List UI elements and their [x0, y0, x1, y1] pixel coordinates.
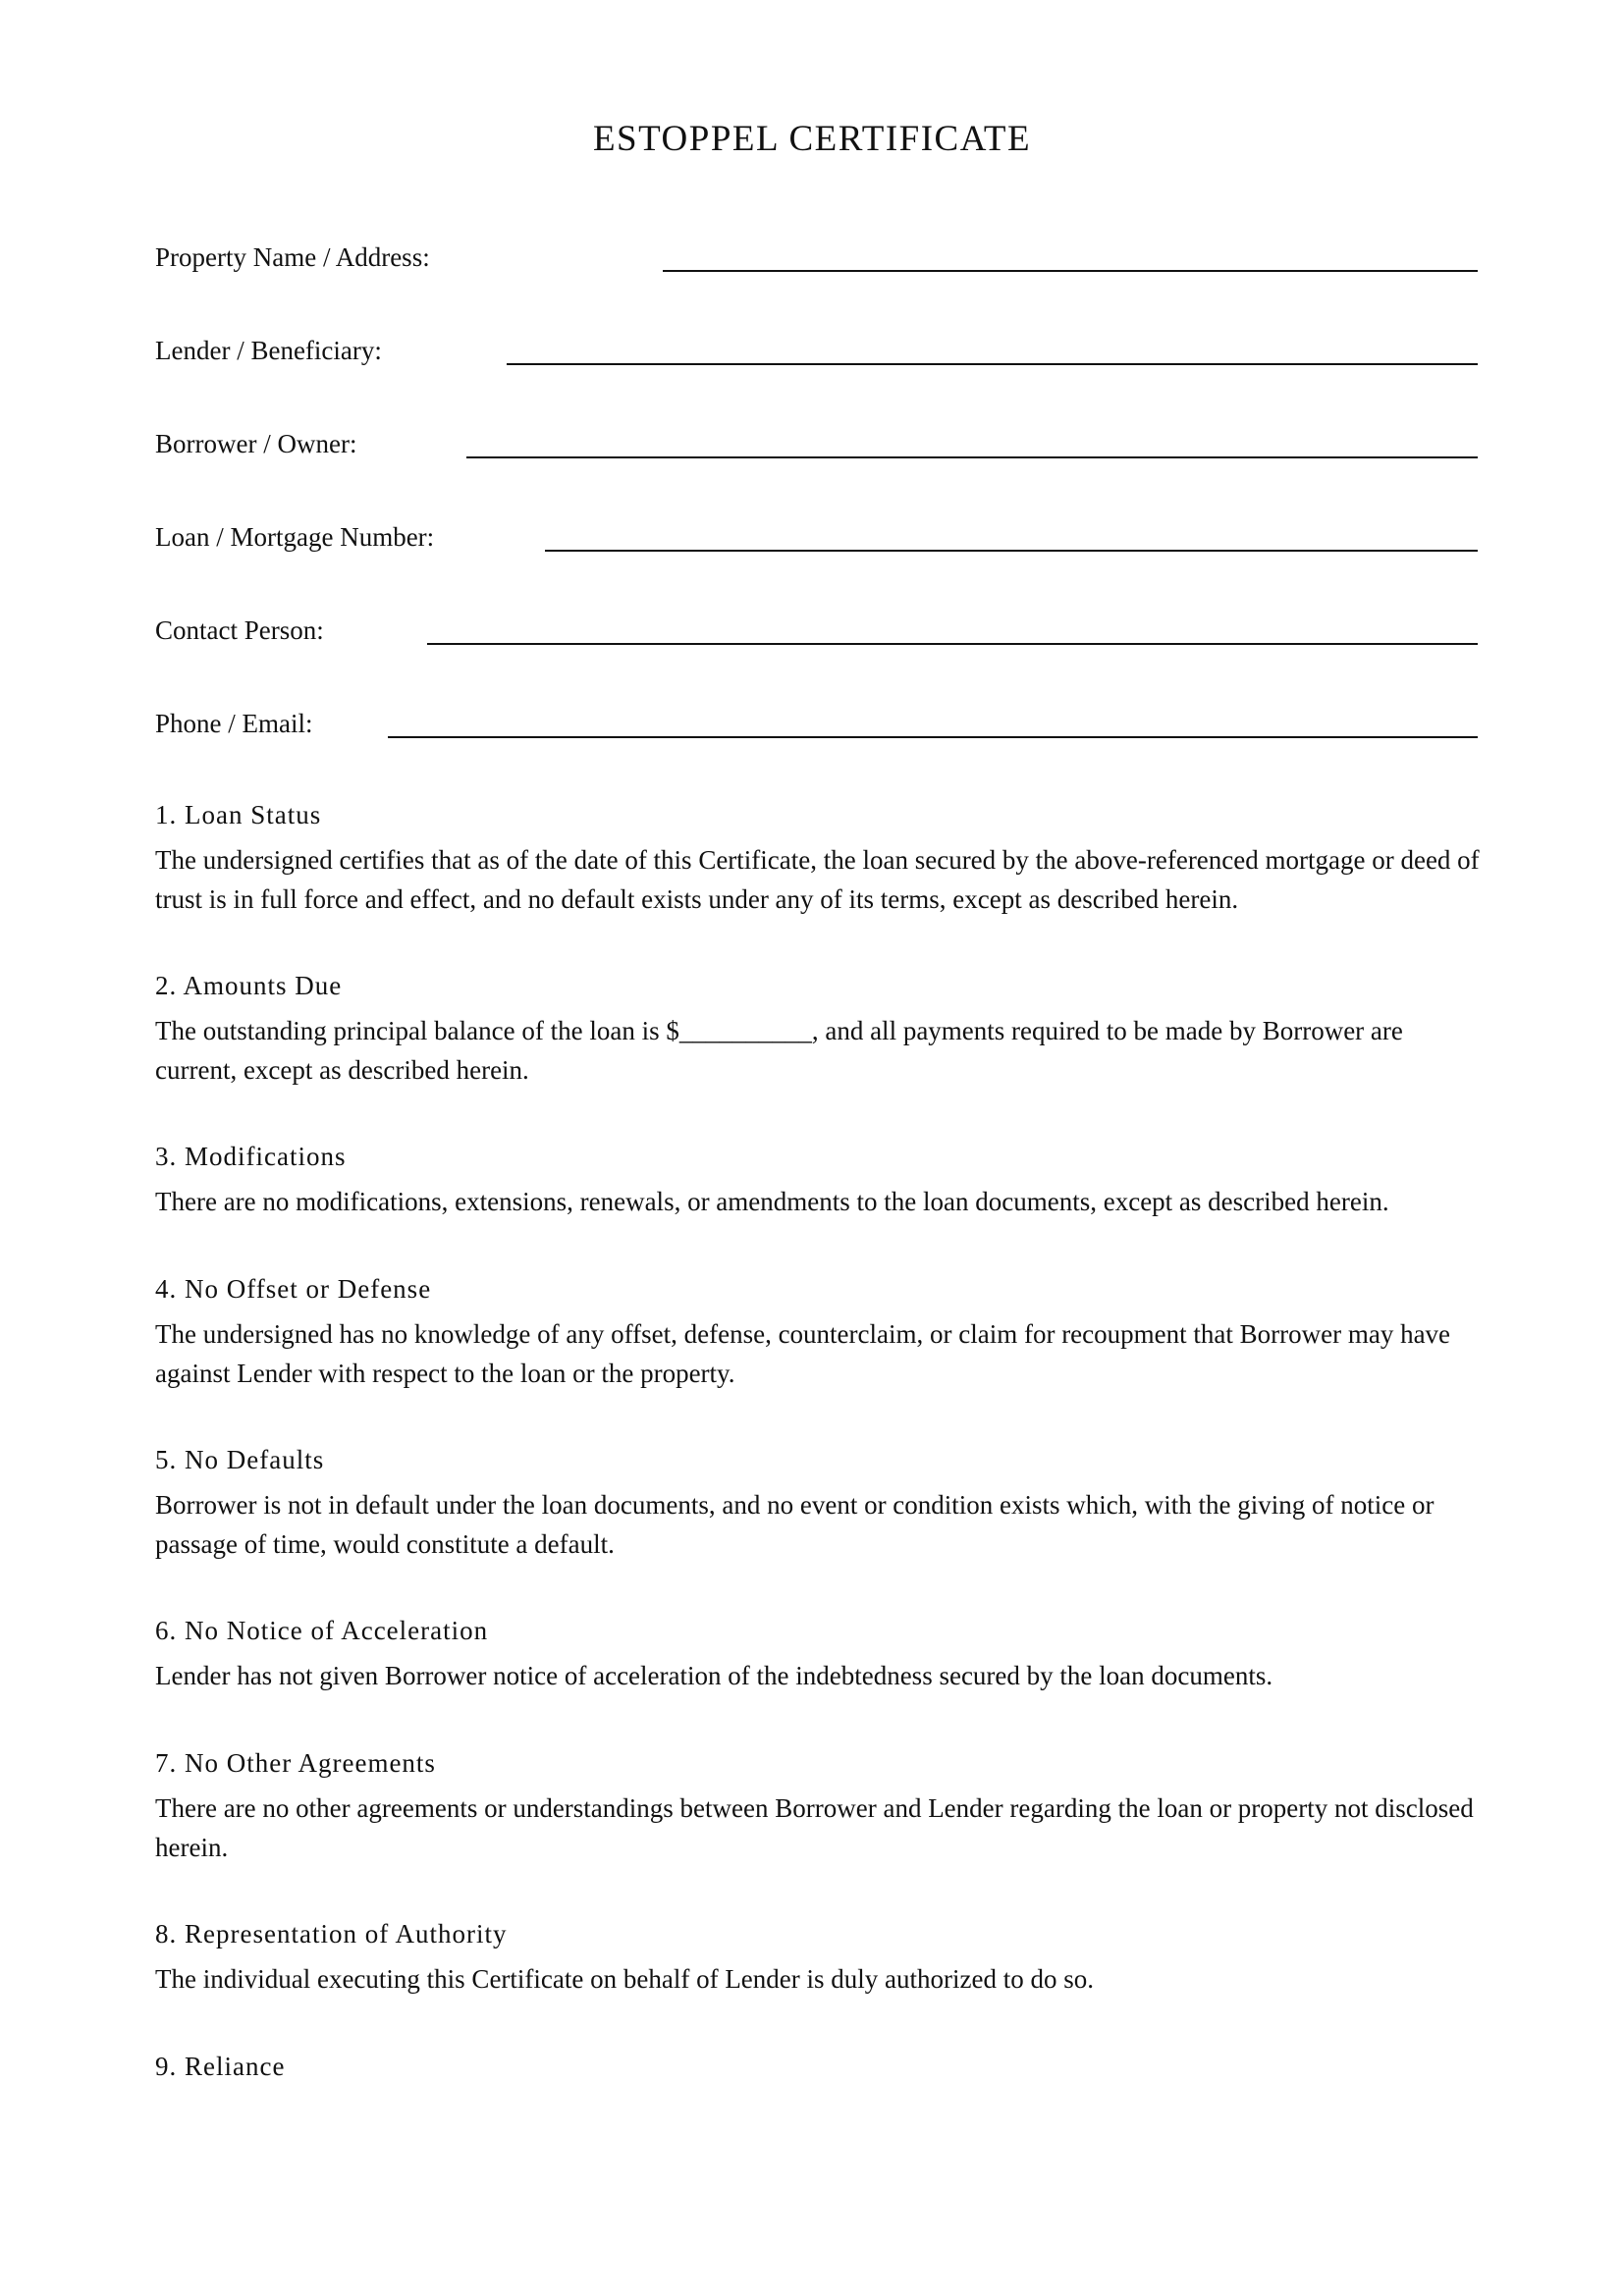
field-label-loan-number: Loan / Mortgage Number: — [155, 522, 435, 552]
page-title: ESTOPPEL CERTIFICATE — [592, 119, 1032, 159]
section-title-reliance: 9. Reliance — [155, 2052, 286, 2081]
section-body-no-defaults: Borrower is not in default under the loan documents, and no event or condition exists which, with the giving of notice or passage of time, would constitute a default. — [155, 1490, 1435, 1559]
section-title-no-defaults: 5. No Defaults — [155, 1445, 325, 1474]
phone-email-blank-line[interactable] — [388, 736, 1478, 738]
field-property-address — [155, 240, 1478, 279]
borrower-owner-blank-line[interactable] — [466, 456, 1478, 458]
section-title-amounts-due: 2. Amounts Due — [155, 971, 343, 1000]
contact-person-blank-line[interactable] — [427, 643, 1478, 645]
property-address-blank-line[interactable] — [663, 270, 1478, 272]
field-lender-beneficiary — [155, 333, 1478, 372]
loan-number-blank-line[interactable] — [545, 550, 1478, 552]
field-contact-person — [155, 613, 1478, 652]
field-borrower-owner — [155, 426, 1478, 465]
section-body-representation-authority: The individual executing this Certificate on behalf of Lender is duly authorized to do so. — [155, 1964, 1094, 1994]
field-phone-email — [155, 706, 1478, 745]
section-body-no-other-agreements: There are no other agreements or understandings between Borrower and Lender regarding the loan or property not disclosed herein. — [155, 1793, 1474, 1862]
section-body-modifications: There are no modifications, extensions, renewals, or amendments to the loan documents, except as described herein. — [155, 1187, 1389, 1216]
section-body-amounts-due: The outstanding principal balance of the loan is $__________, and all payments required to be made by Borrower are current, except as described herein. — [155, 1016, 1403, 1085]
section-title-no-acceleration: 6. No Notice of Acceleration — [155, 1616, 489, 1645]
field-label-contact-person: Contact Person: — [155, 615, 324, 645]
section-body-loan-status: The undersigned certifies that as of the date of this Certificate, the loan secured by the above-referenced mortgage or deed of trust is in full force and effect, and no default exists under any of its terms, except as described herein. — [155, 845, 1480, 914]
section-title-modifications: 3. Modifications — [155, 1142, 347, 1171]
lender-beneficiary-blank-line[interactable] — [507, 363, 1478, 365]
section-body-no-acceleration: Lender has not given Borrower notice of acceleration of the indebtedness secured by the loan documents. — [155, 1661, 1273, 1690]
section-title-no-offset: 4. No Offset or Defense — [155, 1274, 432, 1304]
section-title-no-other-agreements: 7. No Other Agreements — [155, 1748, 436, 1778]
field-loan-number — [155, 519, 1478, 559]
section-body-no-offset: The undersigned has no knowledge of any offset, defense, counterclaim, or claim for recoupment that Borrower may have against Lender with respect to the loan or the property. — [155, 1319, 1451, 1388]
field-label-borrower-owner: Borrower / Owner: — [155, 429, 357, 458]
section-title-representation-authority: 8. Representation of Authority — [155, 1919, 508, 1949]
section-title-loan-status: 1. Loan Status — [155, 800, 322, 829]
field-label-lender-beneficiary: Lender / Beneficiary: — [155, 336, 382, 365]
field-label-property-address: Property Name / Address: — [155, 242, 430, 272]
field-label-phone-email: Phone / Email: — [155, 709, 313, 738]
